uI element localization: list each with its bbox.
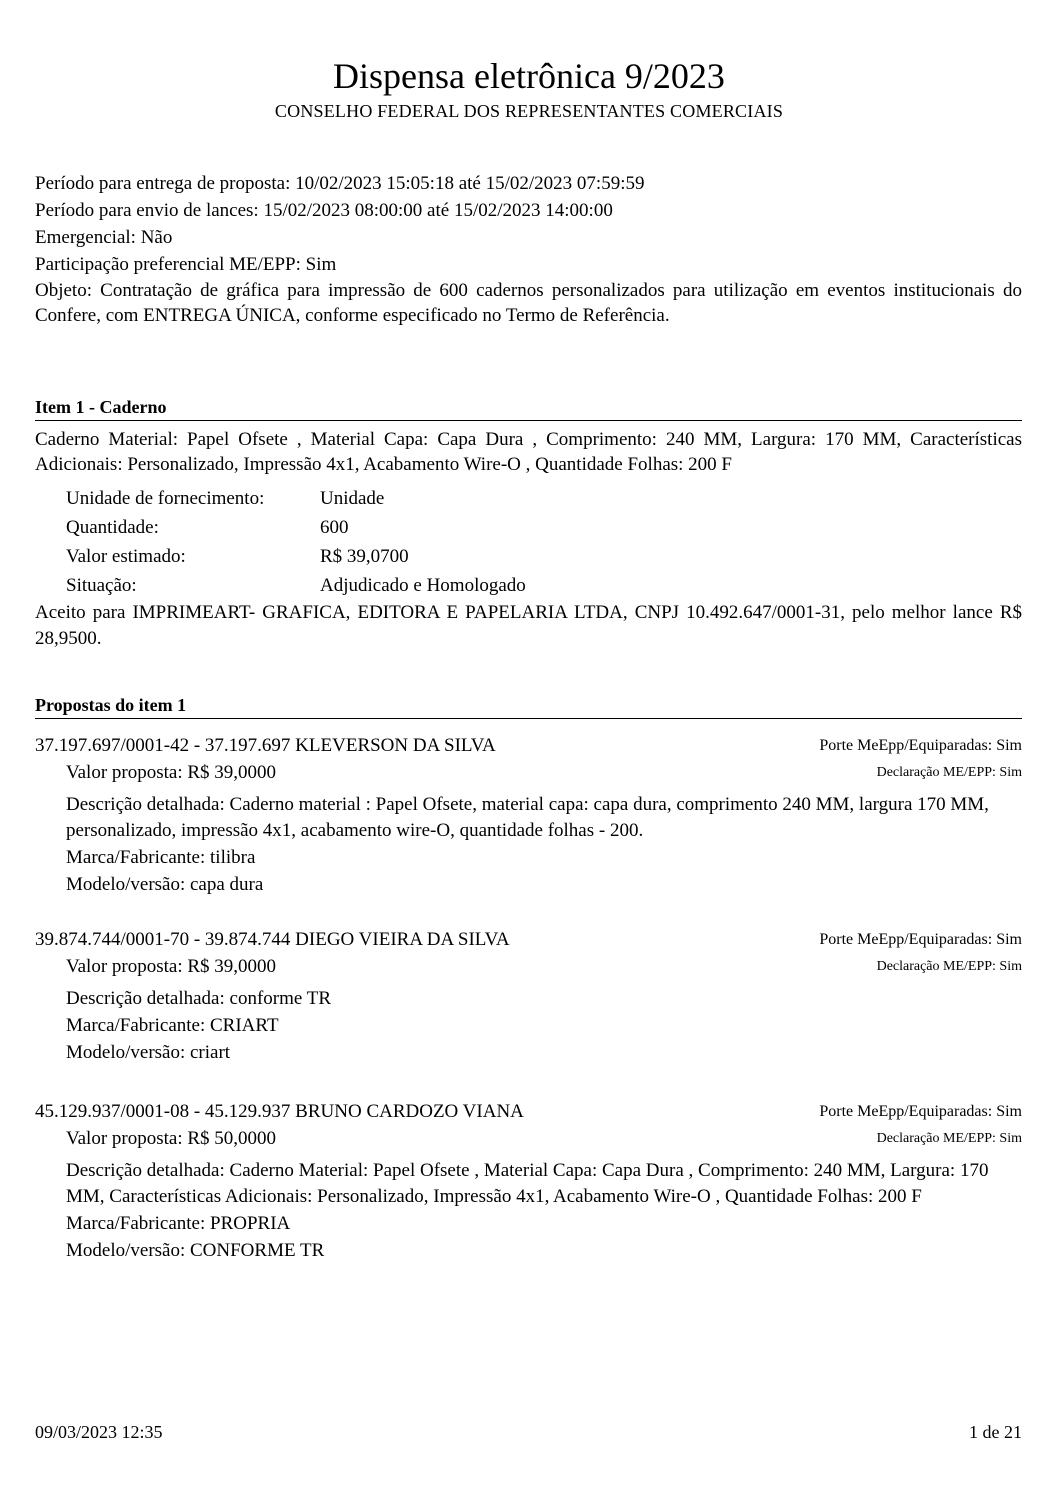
item-heading: Item 1 - Caderno <box>35 397 1022 421</box>
field-value: 600 <box>320 517 349 538</box>
field-row <box>66 513 526 542</box>
proposal-valor: Valor proposta: R$ 39,0000 <box>66 956 277 977</box>
item-fields <box>66 484 526 600</box>
proposal-block <box>35 733 1022 898</box>
field-value: R$ 39,0700 <box>320 546 409 567</box>
proposal-valor: Valor proposta: R$ 39,0000 <box>66 762 277 783</box>
proposal-declaracao: Declaração ME/EPP: Sim <box>876 1131 1022 1146</box>
item-description: Caderno Material: Papel Ofsete , Material Capa: Capa Dura , Comprimento: 240 MM, Largura: 170 MM, Características Adicionais: Personalizado, Impressão 4x1, Acabamento Wire-O , Quantidade Folhas: 200 F <box>35 429 1022 475</box>
proposal-porte: Porte MeEpp/Equiparadas: Sim <box>819 737 1022 754</box>
proposal-block <box>35 927 1022 1066</box>
proposal-marca: Marca/Fabricante: tilibra <box>66 847 256 868</box>
field-row <box>66 542 526 571</box>
proposal-modelo: Modelo/versão: CONFORME TR <box>66 1240 325 1261</box>
objeto: Objeto: Contratação de gráfica para impressão de 600 cadernos personalizados para utilização em eventos institucionais do Confere, com ENTREGA ÚNICA, conforme especificado no Termo de Referência. <box>35 280 1022 326</box>
accepted-text: Aceito para IMPRIMEART- GRAFICA, EDITORA E PAPELARIA LTDA, CNPJ 10.492.647/0001-31, pelo melhor lance R$ 28,9500. <box>35 602 1022 649</box>
proposals-heading: Propostas do item 1 <box>35 695 1022 719</box>
document-page <box>35 0 1022 1497</box>
footer-page-number: 1 de 21 <box>969 1422 1022 1442</box>
field-label: Quantidade: <box>66 517 159 538</box>
periodo-proposta: Período para entrega de proposta: 10/02/2023 15:05:18 até 15/02/2023 07:59:59 <box>35 173 645 194</box>
proposal-descricao: Descrição detalhada: Caderno material : Papel Ofsete, material capa: capa dura, comprimento 240 MM, largura 170 MM, personalizado, impressão 4x1, acabamento wire-O, quantidade folhas - 200. <box>66 794 989 841</box>
proposal-supplier: 45.129.937/0001-08 - 45.129.937 BRUNO CARDOZO VIANA <box>35 1101 524 1122</box>
proposal-supplier: 39.874.744/0001-70 - 39.874.744 DIEGO VIEIRA DA SILVA <box>35 929 510 950</box>
proposal-descricao: Descrição detalhada: Caderno Material: Papel Ofsete , Material Capa: Capa Dura , Comprimento: 240 MM, Largura: 170 MM, Características Adicionais: Personalizado, Impressão 4x1, Acabamento Wire-O , Quantidade Folhas: 200 F <box>66 1160 989 1207</box>
page-title: Dispensa eletrônica 9/2023 <box>333 56 725 96</box>
meta-section <box>35 170 1022 328</box>
participacao: Participação preferencial ME/EPP: Sim <box>35 254 337 275</box>
proposal-valor: Valor proposta: R$ 50,0000 <box>66 1128 277 1149</box>
proposal-porte: Porte MeEpp/Equiparadas: Sim <box>819 1103 1022 1120</box>
proposal-declaracao: Declaração ME/EPP: Sim <box>876 765 1022 780</box>
field-value: Unidade <box>320 488 385 509</box>
proposal-marca: Marca/Fabricante: PROPRIA <box>66 1213 291 1234</box>
proposal-declaracao: Declaração ME/EPP: Sim <box>876 959 1022 974</box>
field-row <box>66 484 526 513</box>
field-label: Situação: <box>66 575 137 596</box>
page-subtitle: CONSELHO FEDERAL DOS REPRESENTANTES COMERCIAIS <box>274 101 784 121</box>
proposal-porte: Porte MeEpp/Equiparadas: Sim <box>819 931 1022 948</box>
emergencial: Emergencial: Não <box>35 227 173 248</box>
page-footer <box>35 1422 1022 1443</box>
proposal-modelo: Modelo/versão: capa dura <box>66 874 264 895</box>
proposal-descricao: Descrição detalhada: conforme TR <box>66 988 332 1009</box>
proposal-supplier: 37.197.697/0001-42 - 37.197.697 KLEVERSON DA SILVA <box>35 735 496 756</box>
field-label: Unidade de fornecimento: <box>66 488 265 509</box>
proposal-modelo: Modelo/versão: criart <box>66 1042 231 1063</box>
field-label: Valor estimado: <box>66 546 186 567</box>
proposal-block <box>35 1099 1022 1264</box>
footer-datetime: 09/03/2023 12:35 <box>35 1422 163 1442</box>
field-row <box>66 571 526 600</box>
periodo-lances: Período para envio de lances: 15/02/2023 08:00:00 até 15/02/2023 14:00:00 <box>35 200 613 221</box>
field-value: Adjudicado e Homologado <box>320 575 526 596</box>
proposal-marca: Marca/Fabricante: CRIART <box>66 1015 279 1036</box>
